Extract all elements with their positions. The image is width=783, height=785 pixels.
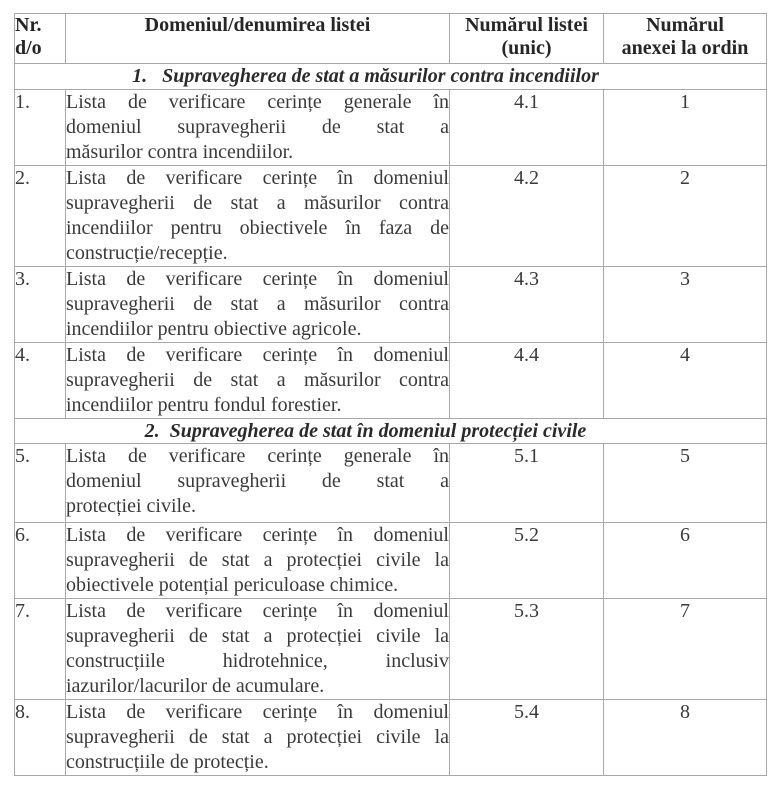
- list-number: 5.1: [450, 444, 604, 523]
- list-description: [66, 90, 450, 166]
- description-line: obiectivele potențial periculoase chimice.: [66, 574, 399, 596]
- list-description: [66, 343, 450, 419]
- list-number: 4.2: [450, 166, 604, 267]
- header-domain: [66, 14, 450, 64]
- row-number: 7.: [15, 599, 66, 700]
- section-title: 1. Supravegherea de stat a măsurilor contra incendiilor: [15, 64, 767, 90]
- description-line: supravegherii de stat a protecției civile la: [66, 625, 449, 647]
- section-title: 2. Supravegherea de stat în domeniul protecției civile: [15, 419, 767, 444]
- list-description: [66, 523, 450, 599]
- description-line: supravegherii de stat a măsurilor contra: [66, 192, 449, 214]
- row-number: 3.: [15, 267, 66, 343]
- table-row: [15, 700, 767, 776]
- header-annex-number: [604, 14, 767, 64]
- annex-number: 6: [604, 523, 767, 599]
- list-description: [66, 444, 450, 523]
- annex-number: 2: [604, 166, 767, 267]
- annex-number: 8: [604, 700, 767, 776]
- table-row: [15, 343, 767, 419]
- description-line: protecției civile.: [66, 495, 196, 517]
- description-line: Lista de verificare cerințe în domeniul: [66, 600, 449, 622]
- list-description: [66, 700, 450, 776]
- header-nr-line: Nr.: [15, 14, 42, 36]
- table-row: [15, 90, 767, 166]
- description-line: Lista de verificare cerințe în domeniul: [66, 167, 449, 189]
- header-domain-text: Domeniul/denumirea listei: [144, 14, 371, 36]
- annex-number: 1: [604, 90, 767, 166]
- table-row: [15, 523, 767, 599]
- description-line: construcțiile hidrotehnice, inclusiv: [66, 650, 449, 672]
- annex-number: 4: [604, 343, 767, 419]
- description-line: Lista de verificare cerințe în domeniul: [66, 524, 449, 546]
- row-number: 5.: [15, 444, 66, 523]
- list-number: 4.3: [450, 267, 604, 343]
- table-row: [15, 444, 767, 523]
- list-number: 4.4: [450, 343, 604, 419]
- header-nr-line: d/o: [15, 37, 42, 59]
- description-line: domeniul supravegherii de stat a: [66, 470, 449, 492]
- row-number: 1.: [15, 90, 66, 166]
- description-line: domeniul supravegherii de stat a: [66, 116, 449, 138]
- annex-number: 3: [604, 267, 767, 343]
- table-row: [15, 166, 767, 267]
- description-line: Lista de verificare cerințe în domeniul: [66, 344, 449, 366]
- header-list-number-line: Numărul listei: [465, 14, 588, 36]
- description-line: incendiilor pentru obiective agricole.: [66, 318, 362, 340]
- description-line: incendiilor pentru obiectivele în faza de: [66, 217, 449, 239]
- header-list-number: [450, 14, 604, 64]
- description-line: Lista de verificare cerințe generale în: [66, 445, 449, 467]
- description-line: incendiilor pentru fondul forestier.: [66, 394, 342, 416]
- section-row: [15, 64, 767, 90]
- checklist-table: [14, 13, 767, 776]
- list-number: 5.3: [450, 599, 604, 700]
- description-line: iazurilor/lacurilor de acumulare.: [66, 675, 325, 697]
- list-description: [66, 267, 450, 343]
- list-number: 5.4: [450, 700, 604, 776]
- section-row: [15, 419, 767, 444]
- header-list-number-line: (unic): [501, 37, 552, 59]
- row-number: 2.: [15, 166, 66, 267]
- description-line: construcție/recepție.: [66, 242, 228, 264]
- table-row: [15, 267, 767, 343]
- description-line: supravegherii de stat a măsurilor contra: [66, 369, 449, 391]
- annex-number: 7: [604, 599, 767, 700]
- table-row: [15, 599, 767, 700]
- table-body: [15, 64, 767, 776]
- header-annex-number-line: anexei la ordin: [621, 37, 749, 59]
- list-number: 4.1: [450, 90, 604, 166]
- row-number: 8.: [15, 700, 66, 776]
- row-number: 6.: [15, 523, 66, 599]
- list-description: [66, 166, 450, 267]
- description-line: măsurilor contra incendiilor.: [66, 141, 294, 163]
- description-line: supravegherii de stat a măsurilor contra: [66, 293, 449, 315]
- header-nr: [15, 14, 66, 64]
- list-number: 5.2: [450, 523, 604, 599]
- description-line: construcțiile de protecție.: [66, 751, 269, 773]
- row-number: 4.: [15, 343, 66, 419]
- description-line: Lista de verificare cerințe în domeniul: [66, 701, 449, 723]
- list-description: [66, 599, 450, 700]
- header-annex-number-line: Numărul: [646, 14, 724, 36]
- description-line: Lista de verificare cerințe în domeniul: [66, 268, 449, 290]
- annex-number: 5: [604, 444, 767, 523]
- description-line: supravegherii de stat a protecției civile la: [66, 549, 449, 571]
- description-line: supravegherii de stat a protecției civile la: [66, 726, 449, 748]
- table-header-row: [15, 14, 767, 64]
- description-line: Lista de verificare cerințe generale în: [66, 91, 449, 113]
